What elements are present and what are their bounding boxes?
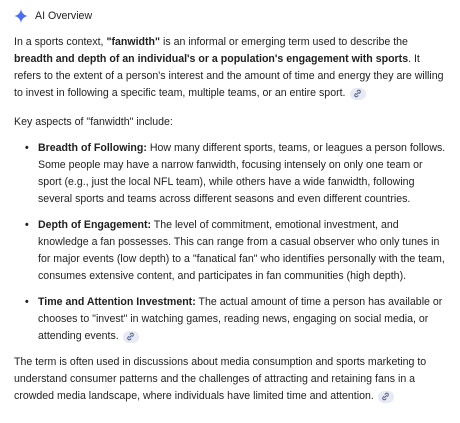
list-item [25, 140, 446, 208]
source-link-button-1[interactable] [350, 88, 366, 100]
source-link-button-3[interactable] [378, 391, 394, 403]
ai-overview-header [14, 6, 446, 26]
outro-paragraph [14, 354, 446, 405]
key-aspects-label: Key aspects of "fanwidth" include: [14, 116, 173, 128]
bullet: • [25, 219, 29, 231]
aspect-title: Depth of Engagement: [38, 219, 151, 231]
aspect-title: Breadth of Following: [38, 142, 147, 154]
aspects-list [25, 140, 446, 345]
link-icon [353, 89, 362, 98]
aspect-text: The level of commitment, emotional investment, and knowledge a fan possesses. This can range from a casual observer who only tunes in for major events (low depth) to a "fanatical fan" who identifies personally with the team, consumes extensive content, and participates in fan communities (high depth). [38, 219, 445, 282]
bullet: • [25, 142, 29, 154]
list-item [25, 217, 446, 285]
intro-term: "fanwidth" [106, 36, 161, 48]
intro-text-1: In a sports context, [14, 36, 107, 48]
intro-paragraph [14, 34, 446, 102]
bullet: • [25, 296, 29, 308]
gemini-spark-icon [14, 9, 28, 23]
link-icon [381, 392, 390, 401]
outro-text: The term is often used in discussions about media consumption and sports marketing to understand consumer patterns and the challenges of attracting and retaining fans in a crowded media landscape, where individuals have limited time and attention. [14, 356, 427, 402]
source-link-button-2[interactable] [123, 331, 139, 343]
intro-text-2: is an informal or emerging term used to describe the [160, 36, 408, 48]
intro-bold-phrase: breadth and depth of an individual's or a population's engagement with sports [14, 53, 409, 65]
list-item [25, 294, 446, 345]
aspect-text: The actual amount of time a person has available or chooses to "invest" in watching games, reading news, engaging on social media, or attending events. [38, 296, 443, 342]
aspect-text: How many different sports, teams, or leagues a person follows. Some people may have a narrow fanwidth, focusing intensely on only one team or sport (e.g., just the local NFL team), while others have a wide fanwidth, following several sports and teams across different seasons and even different countries. [38, 142, 446, 205]
ai-overview-title: AI Overview [35, 9, 93, 22]
intro-text-3: . It refers to the extent of a person's interest and the amount of time and energy they are willing to invest in following a specific team, multiple teams, or an entire sport. [14, 53, 444, 99]
link-icon [126, 332, 135, 341]
aspect-title: Time and Attention Investment: [38, 296, 196, 308]
